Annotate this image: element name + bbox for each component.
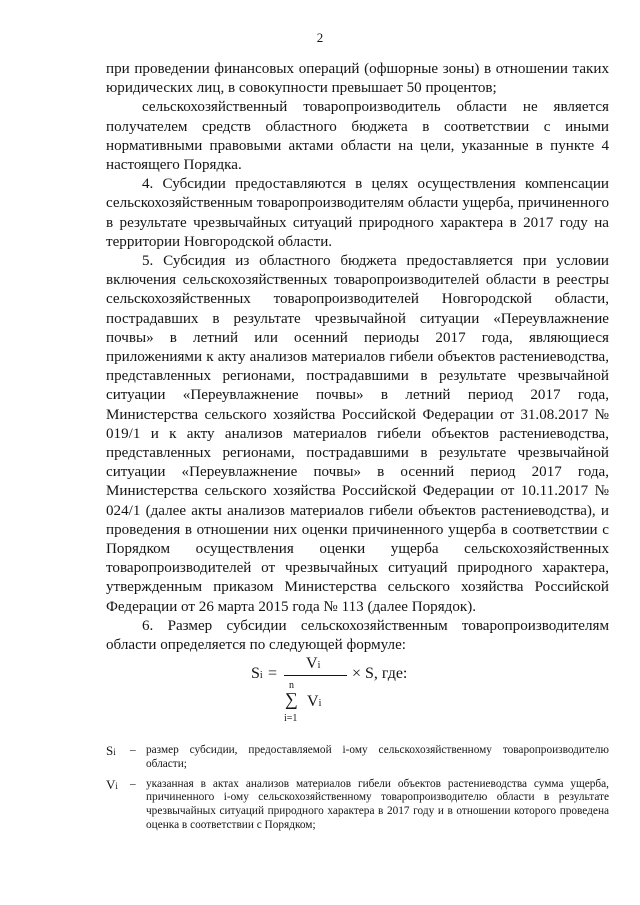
document-body bbox=[106, 60, 609, 655]
page-number: 2 bbox=[316, 30, 324, 45]
definition-symbol: Si bbox=[106, 743, 116, 758]
subsidy-formula bbox=[251, 655, 451, 731]
formula-equals: = bbox=[268, 665, 278, 682]
paragraph-item-6: 6. Размер субсидии сельскохозяйственным товаропроизводителям области определяется по следующей формуле: bbox=[106, 617, 609, 654]
definition-dash: – bbox=[130, 744, 136, 756]
sum-lower-limit: i=1 bbox=[284, 713, 298, 724]
sum-symbol: ∑ bbox=[285, 689, 298, 709]
paragraph-2: сельскохозяйственный товаропроизводитель области не является получателем средств областного бюджета в соответствии с иными нормативными правовыми актами области на цели, указанные в пункте 4 настоящего Порядка. bbox=[106, 99, 609, 174]
formula-numerator: Vi bbox=[306, 655, 321, 672]
definition-vi bbox=[106, 778, 609, 833]
formula-lhs: Si bbox=[251, 665, 263, 682]
definition-si bbox=[106, 744, 609, 772]
formula-tail: × S, где: bbox=[352, 665, 408, 682]
definitions bbox=[106, 744, 609, 839]
definition-dash: – bbox=[130, 777, 136, 790]
definition-symbol: Vi bbox=[106, 776, 118, 792]
paragraph-item-4: 4. Субсидии предоставляются в целях осуществления компенсации сельскохозяйственным товаропроизводителям области ущерба, причиненного в результате чрезвычайных ситуаций природного характера в 2017 году на территории Новгородской области. bbox=[106, 176, 609, 250]
definition-text: размер субсидии, предоставляемой i-ому сельскохозяйственному товаропроизводителю области; bbox=[146, 744, 609, 770]
formula-denominator: Vi bbox=[307, 693, 322, 710]
fraction-bar bbox=[284, 675, 347, 676]
paragraph-1: при проведении финансовых операций (офшорные зоны) в отношении таких юридических лиц, в совокупности превышает 50 процентов; bbox=[106, 61, 609, 97]
definition-text: указанная в актах анализов материалов гибели объектов растениеводства сумма ущерба, причиненного i-ому сельскохозяйственному товаропроизводителю области в результате чрезвычайных ситуаций природного характера в 2017 году и в отношении которого проведена оценка в соответствии с Порядком; bbox=[146, 777, 609, 831]
paragraph-item-5: 5. Субсидия из областного бюджета предоставляется при условии включения сельскохозяйственных товаропроизводителей области в реестры сельскохозяйственных товаропроизводителей Новгородской области, пострадавших в результате чрезвычайной ситуации «Переувлажнение почвы» в летний или осенний периоды 2017 года, являющиеся приложениями к акту анализов материалов гибели объектов растениеводства, представленных регионами, пострадавшими в результате чрезвычайной ситуации «Переувлажнение почвы» в летний период 2017 года, Министерства сельского хозяйства Российской Федерации от 31.08.2017 № 019/1 и к акту анализов материалов гибели объектов растениеводства, представленных регионами, пострадавшими в результате чрезвычайной ситуации «Переувлажнение почвы» в осенний период 2017 года, Министерства сельского хозяйства Российской Федерации от 10.11.2017 № 024/1 (далее акты анализов материалов гибели объектов растениеводства), и проведения в отношении них оценки причиненного ущерба в соответствии с Порядком осуществления оценки ущерба сельскохозяйственных товаропроизводителей от чрезвычайных ситуаций природного характера, утвержденным приказом Министерства сельского хозяйства Российской Федерации от 26 марта 2015 года № 113 (далее Порядок). bbox=[106, 253, 609, 615]
sum-upper-limit: n bbox=[289, 680, 294, 691]
